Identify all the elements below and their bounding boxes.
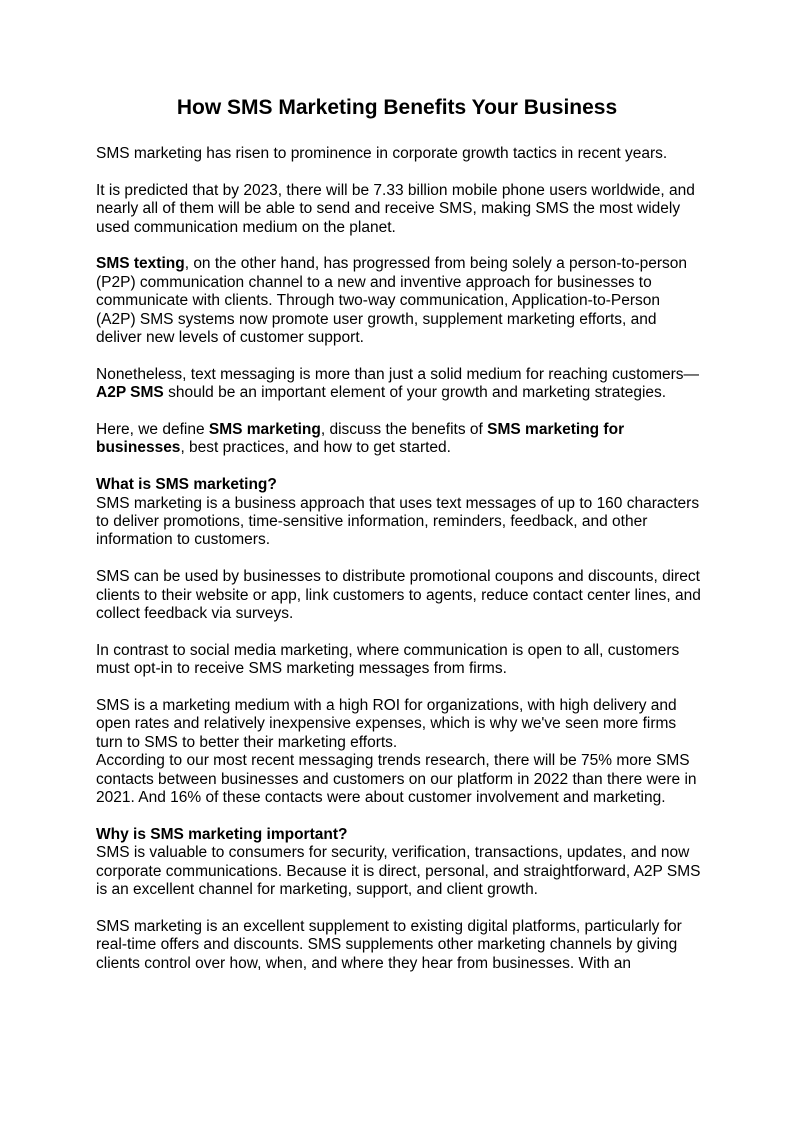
bold-term-sms-marketing: SMS marketing [208,421,321,439]
paragraph-definition-a: Here, we define [96,421,209,439]
paragraph-definition-d: , best practices, and how to get started. [180,439,451,457]
bold-term-sms-marketing-for-businesses: SMS marketing for businesses [96,421,625,457]
heading-why-important: Why is SMS marketing important? [96,825,348,843]
bold-term-a2p-sms: A2P SMS [96,384,164,402]
paragraph-business-uses: SMS can be used by businesses to distribute promotional coupons and discounts, direct clients to their website or app, link customers to agents, reduce contact center lines, and collect feedback via surveys. [96,568,701,623]
paragraph-mobile-users: It is predicted that by 2023, there will be 7.33 billion mobile phone users worldwide, and nearly all of them will be able to send and receive SMS, making SMS the most widely used communication medium on the planet. [96,181,695,236]
paragraph-a2p-before: Nonetheless, text messaging is more than just a solid medium for reaching customers— [96,365,700,383]
paragraph-sms-texting [96,255,702,347]
paragraph-trends-research: According to our most recent messaging trends research, there will be 75% more SMS contacts between businesses and customers on our platform in 2022 than there were in 2021. And 16% of these contacts were about customer involvement and marketing. [96,752,697,807]
paragraph-definition-c: , discuss the benefits of [320,421,488,439]
paragraph-a2p-after: should be an important element of your growth and marketing strategies. [163,384,667,402]
bold-term-sms-texting: SMS texting [96,255,185,273]
heading-what-is-sms-marketing: What is SMS marketing? [96,476,277,494]
paragraph-sms-definition: SMS marketing is a business approach that uses text messages of up to 160 characters to deliver promotions, time-sensitive information, reminders, feedback, and other information to customers. [96,494,700,549]
paragraph-a2p [96,366,702,403]
paragraph-consumer-value: SMS is valuable to consumers for security, verification, transactions, updates, and now corporate communications. Because it is direct, personal, and straightforward, A2P SMS is an excellent channel for marketing, support, and client growth. [96,844,701,899]
paragraph-sms-texting-text: , on the other hand, has progressed from being solely a person-to-person (P2P) communication channel to a new and inventive approach for businesses to communicate with clients. Through two-way communication, Application-to-Person (A2P) SMS systems now promote user growth, supplement marketing efforts, and deliver new levels of customer support. [96,255,688,347]
paragraph-definition-intro [96,421,702,458]
paragraph-opt-in: In contrast to social media marketing, where communication is open to all, customers must opt-in to receive SMS marketing messages from firms. [96,641,680,678]
paragraph-supplement: SMS marketing is an excellent supplement to existing digital platforms, particularly for real-time offers and discounts. SMS supplements other marketing channels by giving clients control over how, when, and where they hear from businesses. With an [96,917,682,972]
document-title: How SMS Marketing Benefits Your Business [176,96,618,119]
document-body [96,145,702,973]
paragraph-intro: SMS marketing has risen to prominence in corporate growth tactics in recent years. [96,145,668,162]
paragraph-roi: SMS is a marketing medium with a high ROI for organizations, with high delivery and open rates and relatively inexpensive expenses, which is why we've seen more firms turn to SMS to better their marketing efforts. [96,697,677,751]
